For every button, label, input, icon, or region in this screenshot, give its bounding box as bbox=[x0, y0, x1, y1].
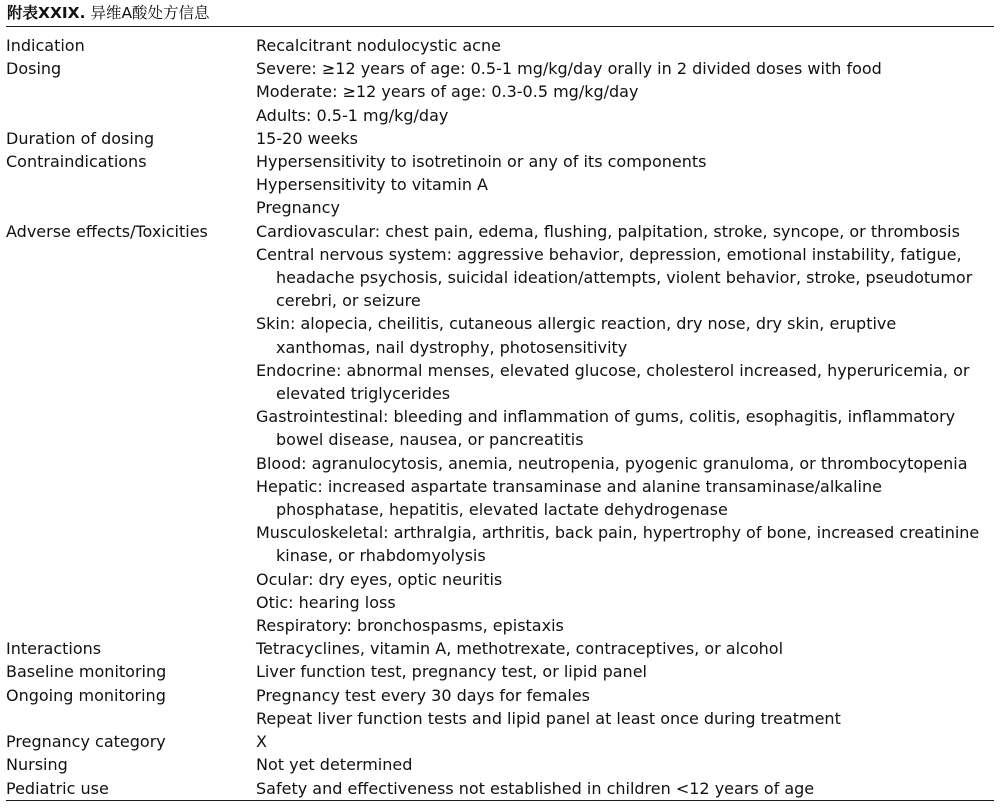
value-line: Endocrine: abnormal menses, elevated glucose, cholesterol increased, hyperuricemia, or elevated triglycerides bbox=[256, 360, 970, 404]
value-line: Gastrointestinal: bleeding and inflammation of gums, colitis, esophagitis, inflammatory bowel disease, nausea, or pancreatitis bbox=[256, 407, 956, 450]
value-line: Blood: agranulocytosis, anemia, neutropenia, pyogenic granuloma, or thrombocytopenia bbox=[256, 453, 968, 473]
table-row bbox=[6, 660, 994, 683]
table-row bbox=[6, 220, 994, 638]
row-values bbox=[256, 57, 994, 127]
row-values bbox=[256, 150, 994, 220]
value-line: Otic: hearing loss bbox=[256, 592, 396, 612]
row-values bbox=[256, 777, 994, 800]
row-values bbox=[256, 220, 994, 638]
value-line: Hypersensitivity to isotretinoin or any of its components bbox=[256, 152, 707, 172]
row-values bbox=[256, 730, 994, 753]
table-body bbox=[6, 27, 994, 800]
value-line: Cardiovascular: chest pain, edema, flushing, palpitation, stroke, syncope, or thrombosis bbox=[256, 221, 960, 241]
value-line: Hypersensitivity to vitamin A bbox=[256, 175, 488, 195]
value-line: Musculoskeletal: arthralgia, arthritis, back pain, hypertrophy of bone, increased creatinine kinase, or rhabdomyolysis bbox=[256, 523, 980, 566]
value-line: Liver function test, pregnancy test, or lipid panel bbox=[256, 662, 647, 682]
value-line: Ocular: dry eyes, optic neuritis bbox=[256, 569, 503, 589]
value-line: Skin: alopecia, cheilitis, cutaneous allergic reaction, dry nose, dry skin, eruptive xanthomas, nail dystrophy, photosensitivity bbox=[256, 314, 897, 357]
row-label: Nursing bbox=[6, 755, 68, 775]
row-values bbox=[256, 34, 994, 57]
row-values bbox=[256, 637, 994, 660]
table-title-text: 异维A酸处方信息 bbox=[85, 4, 210, 22]
value-line: Pregnancy bbox=[256, 198, 340, 218]
row-label: Indication bbox=[6, 36, 85, 55]
row-values bbox=[256, 127, 994, 150]
value-line: Repeat liver function tests and lipid panel at least once during treatment bbox=[256, 708, 841, 728]
row-values bbox=[256, 684, 994, 730]
value-line: Adults: 0.5-1 mg/kg/day bbox=[256, 105, 449, 125]
table-row bbox=[6, 637, 994, 660]
row-label: Duration of dosing bbox=[6, 128, 155, 148]
value-line: Tetracyclines, vitamin A, methotrexate, contraceptives, or alcohol bbox=[256, 639, 784, 659]
table-row bbox=[6, 753, 994, 776]
table-row bbox=[6, 34, 994, 57]
value-line: Hepatic: increased aspartate transaminase and alanine transaminase/alkaline phosphatase, hepatitis, elevated lactate dehydrogenase bbox=[256, 476, 882, 520]
table-row bbox=[6, 684, 994, 730]
row-values bbox=[256, 753, 994, 776]
row-label: Adverse effects/Toxicities bbox=[6, 221, 208, 241]
value-line: X bbox=[256, 732, 267, 752]
value-line: Severe: ≥12 years of age: 0.5-1 mg/kg/day orally in 2 divided doses with food bbox=[256, 59, 882, 79]
value-line: 15-20 weeks bbox=[256, 128, 358, 148]
table-title bbox=[6, 0, 994, 27]
row-values bbox=[256, 660, 994, 683]
row-label: Pediatric use bbox=[6, 778, 109, 798]
row-label: Contraindications bbox=[6, 152, 147, 172]
table-title-number: 附表XXIX. bbox=[7, 4, 86, 22]
value-line: Recalcitrant nodulocystic acne bbox=[256, 36, 501, 55]
row-label: Baseline monitoring bbox=[6, 662, 167, 682]
table-row bbox=[6, 730, 994, 753]
row-label: Pregnancy category bbox=[6, 732, 166, 752]
value-line: Not yet determined bbox=[256, 755, 413, 775]
row-label: Dosing bbox=[6, 59, 62, 79]
table-bottom-rule bbox=[6, 800, 994, 801]
table-row bbox=[6, 150, 994, 220]
value-line: Respiratory: bronchospasms, epistaxis bbox=[256, 616, 564, 636]
value-line: Safety and effectiveness not established in children <12 years of age bbox=[256, 778, 815, 798]
value-line: Central nervous system: aggressive behavior, depression, emotional instability, fatigue, headache psychosis, suicidal ideation/attempts, violent behavior, stroke, pseudotumor cerebri, or seizure bbox=[256, 244, 973, 311]
table-row bbox=[6, 127, 994, 150]
table-row bbox=[6, 57, 994, 127]
table-row bbox=[6, 777, 994, 800]
row-label: Ongoing monitoring bbox=[6, 685, 166, 705]
row-label: Interactions bbox=[6, 639, 102, 659]
value-line: Pregnancy test every 30 days for females bbox=[256, 685, 591, 705]
value-line: Moderate: ≥12 years of age: 0.3-0.5 mg/kg/day bbox=[256, 82, 639, 102]
